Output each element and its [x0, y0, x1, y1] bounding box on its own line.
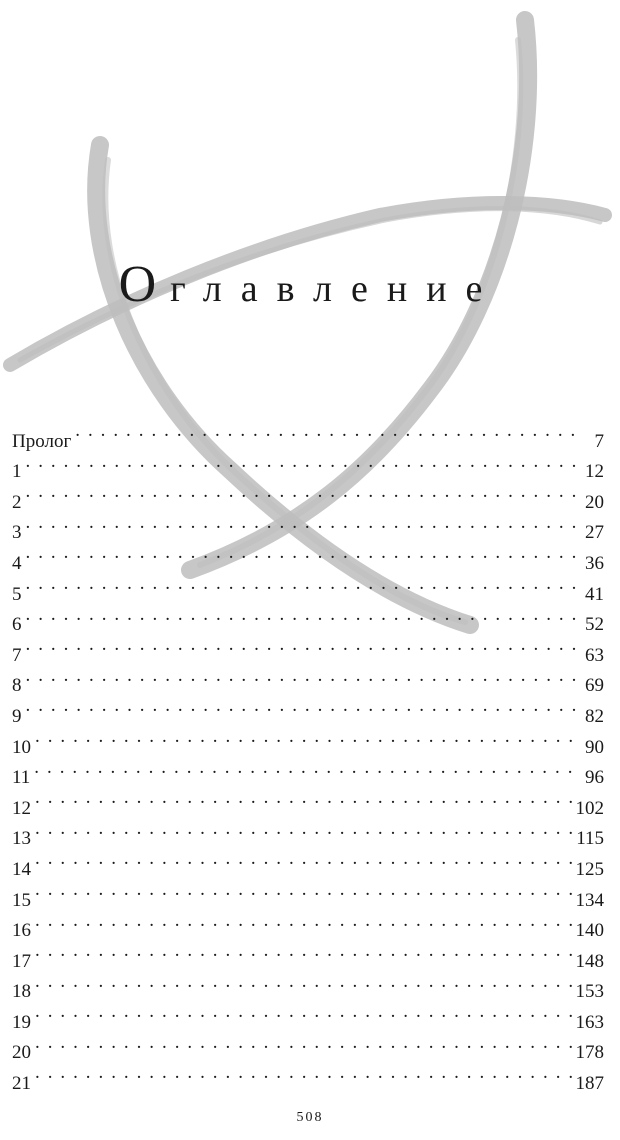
toc-entry[interactable] [12, 1028, 604, 1064]
toc-entry[interactable] [12, 967, 604, 1003]
dot-leader [35, 1058, 572, 1089]
dot-leader [35, 875, 572, 906]
toc-entry[interactable] [12, 600, 604, 636]
toc-entry-page: 27 [585, 522, 604, 544]
toc-entry-label: 17 [12, 950, 31, 972]
toc-entry-page: 82 [585, 705, 604, 727]
toc-entry-label: 7 [12, 644, 22, 666]
toc-entry[interactable] [12, 508, 604, 544]
toc-entry-label: 21 [12, 1073, 31, 1095]
toc-entry[interactable] [12, 875, 604, 911]
toc-entry-page: 102 [575, 797, 604, 819]
toc-entry-page: 148 [575, 950, 604, 972]
toc-entry-page: 36 [585, 552, 604, 574]
toc-entry-label: Пролог [12, 430, 72, 452]
toc-entry-label: 13 [12, 828, 31, 850]
dot-leader [34, 753, 580, 784]
toc-entry-label: 2 [12, 491, 22, 513]
toc-entry-label: 3 [12, 522, 22, 544]
toc-entry-page: 90 [585, 736, 604, 758]
toc-entry-label: 16 [12, 920, 31, 942]
toc-entry-page: 140 [575, 920, 604, 942]
toc-entry-page: 115 [576, 828, 604, 850]
toc-entry-page: 134 [575, 889, 604, 911]
toc-entry-label: 14 [12, 858, 31, 880]
toc-entry[interactable] [12, 783, 604, 819]
toc-entry-label: 6 [12, 614, 22, 636]
dot-leader [26, 661, 581, 692]
toc-entry[interactable] [12, 753, 604, 789]
dot-leader [26, 691, 581, 722]
toc-entry[interactable] [12, 722, 604, 758]
toc-entry-page: 187 [575, 1073, 604, 1095]
dot-leader [35, 936, 572, 967]
toc-entry-label: 9 [12, 705, 22, 727]
dot-leader [35, 783, 572, 814]
page-number: 508 [296, 1110, 324, 1125]
toc-entry-page: 163 [575, 1011, 604, 1033]
dot-leader [35, 906, 572, 937]
toc-entry[interactable] [12, 661, 604, 697]
toc-entry[interactable] [12, 997, 604, 1033]
toc-entry-page: 41 [585, 583, 604, 605]
toc-entry[interactable] [12, 814, 604, 850]
dot-leader [26, 508, 581, 539]
dot-leader [26, 477, 581, 508]
toc-entry-page: 153 [575, 981, 604, 1003]
toc-entry-label: 8 [12, 675, 22, 697]
toc-entry-label: 19 [12, 1011, 31, 1033]
toc-entry[interactable] [12, 477, 604, 513]
dot-leader [26, 600, 581, 631]
table-of-contents [12, 416, 604, 1095]
toc-entry-page: 52 [585, 614, 604, 636]
toc-entry-label: 1 [12, 461, 22, 483]
toc-entry[interactable] [12, 569, 604, 605]
dot-leader [26, 538, 581, 569]
toc-entry-label: 5 [12, 583, 22, 605]
toc-entry[interactable] [12, 447, 604, 483]
dot-leader [75, 416, 580, 447]
toc-entry-page: 178 [575, 1042, 604, 1064]
toc-entry-page: 63 [585, 644, 604, 666]
dot-leader [26, 447, 581, 478]
dot-leader [35, 722, 580, 753]
toc-entry[interactable] [12, 538, 604, 574]
page-title [0, 255, 620, 314]
dot-leader [35, 844, 572, 875]
toc-entry-label: 18 [12, 981, 31, 1003]
toc-entry-page: 7 [594, 430, 604, 452]
toc-entry-label: 20 [12, 1042, 31, 1064]
toc-entry[interactable] [12, 630, 604, 666]
toc-entry-label: 4 [12, 552, 22, 574]
dot-leader [35, 1028, 572, 1059]
dot-leader [26, 569, 581, 600]
dot-leader [35, 967, 572, 998]
toc-entry-page: 96 [585, 767, 604, 789]
toc-entry[interactable] [12, 906, 604, 942]
toc-entry-page: 12 [585, 461, 604, 483]
toc-entry[interactable] [12, 416, 604, 452]
toc-entry-label: 12 [12, 797, 31, 819]
toc-entry-page: 20 [585, 491, 604, 513]
toc-entry-page: 125 [575, 858, 604, 880]
toc-entry[interactable] [12, 936, 604, 972]
toc-entry[interactable] [12, 844, 604, 880]
toc-entry-page: 69 [585, 675, 604, 697]
dot-leader [35, 997, 572, 1028]
toc-entry-label: 11 [12, 767, 31, 789]
toc-entry[interactable] [12, 691, 604, 727]
dot-leader [35, 814, 572, 845]
title-rest: главление [170, 268, 502, 310]
toc-entry-label: 10 [12, 736, 31, 758]
toc-entry-label: 15 [12, 889, 31, 911]
dot-leader [26, 630, 581, 661]
title-initial: О [118, 256, 171, 313]
toc-entry[interactable] [12, 1058, 604, 1095]
